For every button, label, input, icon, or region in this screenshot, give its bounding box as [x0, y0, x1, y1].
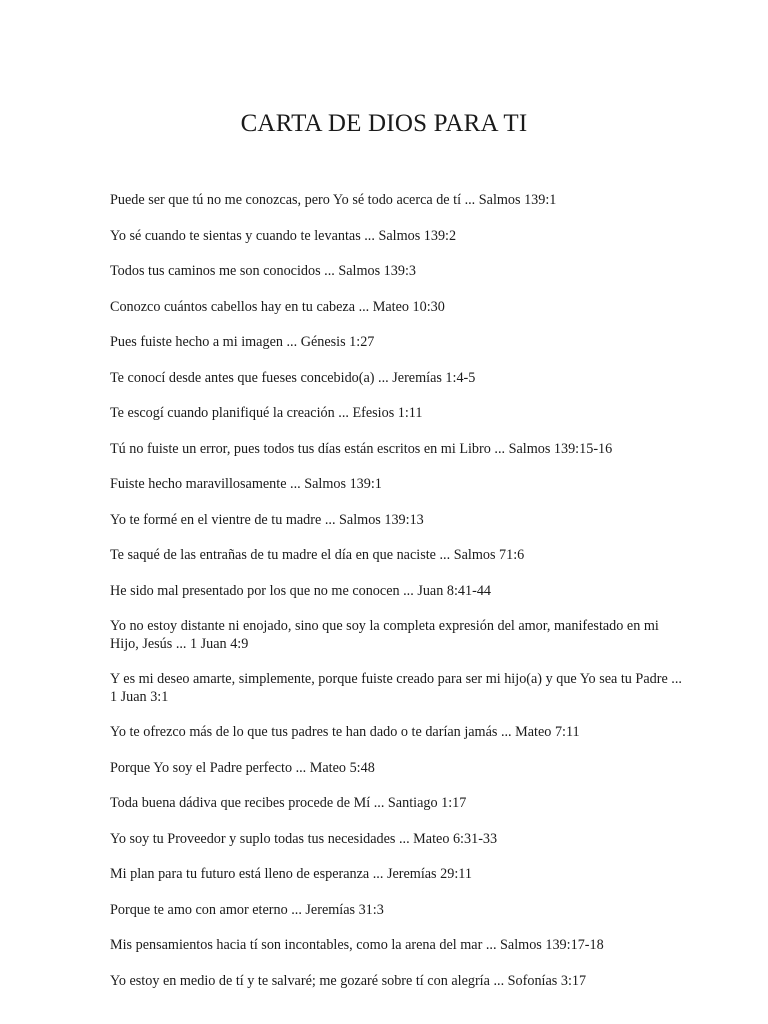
- verse-list: [110, 191, 690, 1007]
- verse-item: Yo no estoy distante ni enojado, sino que soy la completa expresión del amor, manifestado en mi Hijo, Jesús ... 1 Juan 4:9: [110, 618, 659, 652]
- verse-item: Fuiste hecho maravillosamente ... Salmos 139:1: [110, 476, 382, 492]
- verse-item: Mis pensamientos hacia tí son incontables, como la arena del mar ... Salmos 139:17-18: [110, 937, 604, 953]
- verse-item: Mi plan para tu futuro está lleno de esperanza ... Jeremías 29:11: [110, 866, 472, 882]
- verse-item: Todos tus caminos me son conocidos ... Salmos 139:3: [110, 263, 416, 279]
- verse-item: Puede ser que tú no me conozcas, pero Yo sé todo acerca de tí ... Salmos 139:1: [110, 192, 557, 208]
- page-title: CARTA DE DIOS PARA TI: [240, 110, 528, 137]
- verse-item: Yo soy tu Proveedor y suplo todas tus necesidades ... Mateo 6:31-33: [110, 830, 498, 847]
- verse-item: Te saqué de las entrañas de tu madre el día en que naciste ... Salmos 71:6: [110, 547, 525, 563]
- verse-item: He sido mal presentado por los que no me conocen ... Juan 8:41-44: [110, 582, 492, 599]
- verse-item: Tú no fuiste un error, pues todos tus días están escritos en mi Libro ... Salmos 139:15-16: [110, 440, 613, 457]
- verse-item: Pues fuiste hecho a mi imagen ... Génesis 1:27: [110, 334, 375, 350]
- verse-item: Yo sé cuando te sientas y cuando te levantas ... Salmos 139:2: [110, 227, 457, 244]
- verse-item: Te conocí desde antes que fueses concebido(a) ... Jeremías 1:4-5: [110, 369, 476, 386]
- verse-item: Yo te formé en el vientre de tu madre ... Salmos 139:13: [110, 511, 424, 528]
- verse-item: Toda buena dádiva que recibes procede de Mí ... Santiago 1:17: [110, 795, 467, 811]
- verse-item: Porque Yo soy el Padre perfecto ... Mateo 5:48: [110, 759, 375, 776]
- verse-item: Y es mi deseo amarte, simplemente, porque fuiste creado para ser mi hijo(a) y que Yo sea tu Padre ... 1 Juan 3:1: [110, 671, 682, 705]
- verse-item: Conozco cuántos cabellos hay en tu cabeza ... Mateo 10:30: [110, 298, 445, 315]
- verse-item: Yo estoy en medio de tí y te salvaré; me gozaré sobre tí con alegría ... Sofonías 3:17: [110, 972, 587, 989]
- verse-item: Porque te amo con amor eterno ... Jeremías 31:3: [110, 901, 384, 918]
- verse-item: Yo te ofrezco más de lo que tus padres te han dado o te darían jamás ... Mateo 7:11: [110, 724, 580, 740]
- verse-item: Te escogí cuando planifiqué la creación ... Efesios 1:11: [110, 405, 423, 421]
